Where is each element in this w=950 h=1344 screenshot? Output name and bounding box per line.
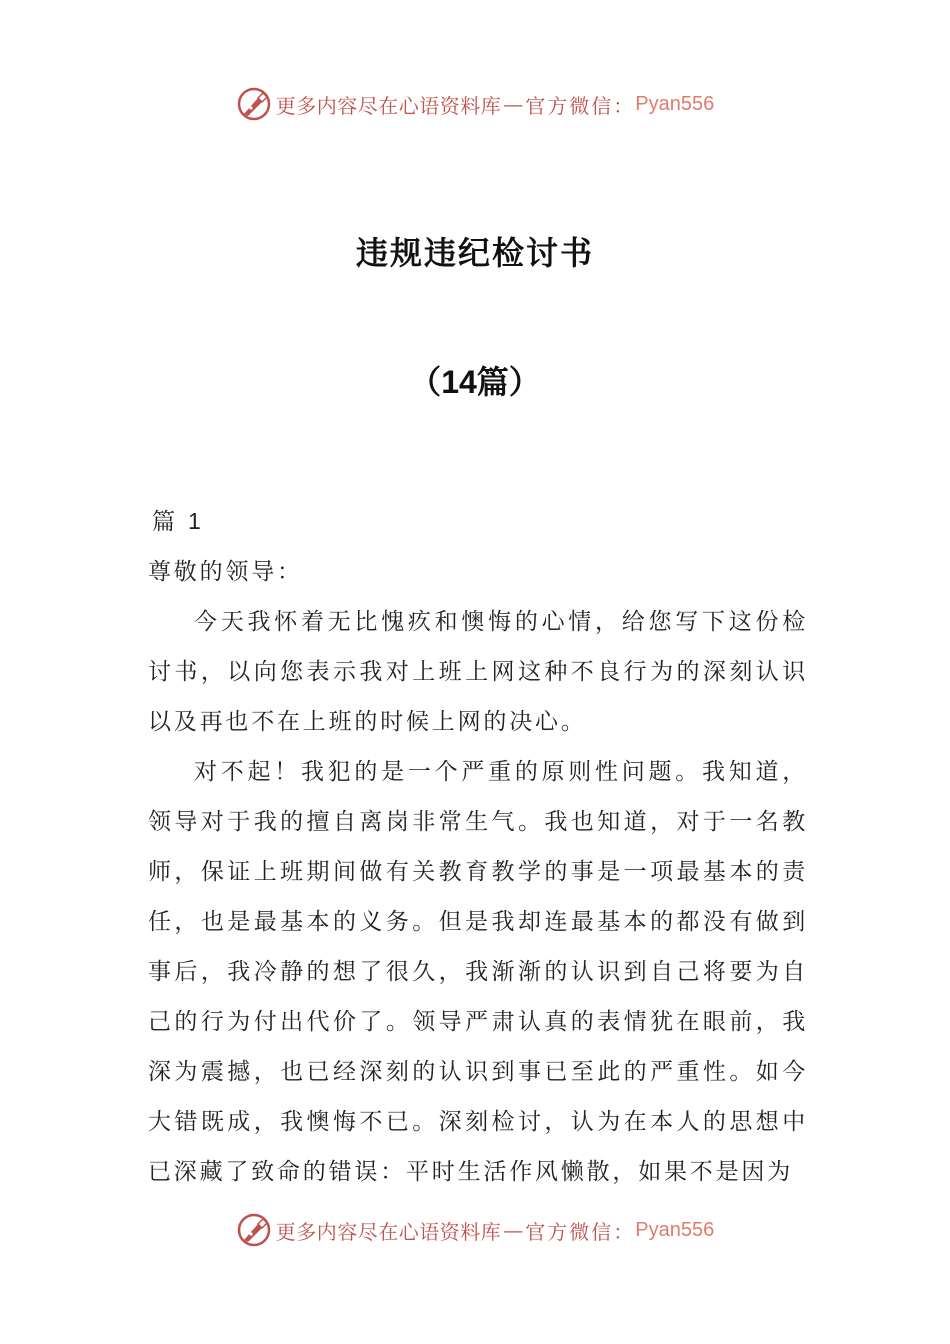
subtitle-close-paren: ） <box>508 363 541 401</box>
banner-wechat-id: Pyan556 <box>635 1218 715 1241</box>
subtitle-unit: 篇 <box>476 363 509 401</box>
section-heading <box>148 496 808 547</box>
banner-dash: — <box>503 92 524 116</box>
pen-nib-logo-icon <box>236 1212 272 1248</box>
paragraph: 今天我怀着无比愧疚和懊悔的心情，给您写下这份检讨书，以向您表示我对上班上网这种不良行为的深刻认识以及再也不在上班的时候上网的决心。 <box>148 609 808 735</box>
banner-wechat-id: Pyan556 <box>635 92 715 115</box>
banner-brand-text: 更多内容尽在心语资料库 <box>275 1219 502 1244</box>
header-banner <box>0 82 950 126</box>
paragraph: 对不起！我犯的是一个严重的原则性问题。我知道，领导对于我的擅自离岗非常生气。我也知道，对于一名教师，保证上班期间做有关教育教学的事是一项最基本的责任，也是最基本的义务。但是我却连最基本的都没有做到事后，我冷静的想了很久，我渐渐的认识到自己将要为自己的行为付出代价了。领导严肃认真的表情犹在眼前，我深为震撼，也已经深刻的认识到事已至此的严重性。如今大错既成，我懊悔不已。深刻检讨，认为在本人的思想中已深藏了致命的错误：平时生活作风懒散，如果不是因为 <box>148 759 808 1185</box>
subtitle-count: 14 <box>441 364 477 400</box>
section-label: 篇 <box>152 509 178 535</box>
salutation: 尊敬的领导： <box>148 559 303 585</box>
document-title: 违规违纪检讨书 <box>355 234 594 272</box>
pen-nib-logo-icon <box>236 86 272 122</box>
banner-dash: — <box>503 1218 524 1242</box>
banner-wechat-label: 官方微信： <box>525 93 636 118</box>
document-subtitle <box>0 357 950 403</box>
banner-brand-text: 更多内容尽在心语资料库 <box>275 93 502 118</box>
subtitle-open-paren: （ <box>409 363 442 401</box>
document-body <box>148 496 808 1197</box>
footer-banner <box>0 1208 950 1252</box>
section-number: 1 <box>187 508 204 534</box>
banner-wechat-label: 官方微信： <box>525 1219 636 1244</box>
